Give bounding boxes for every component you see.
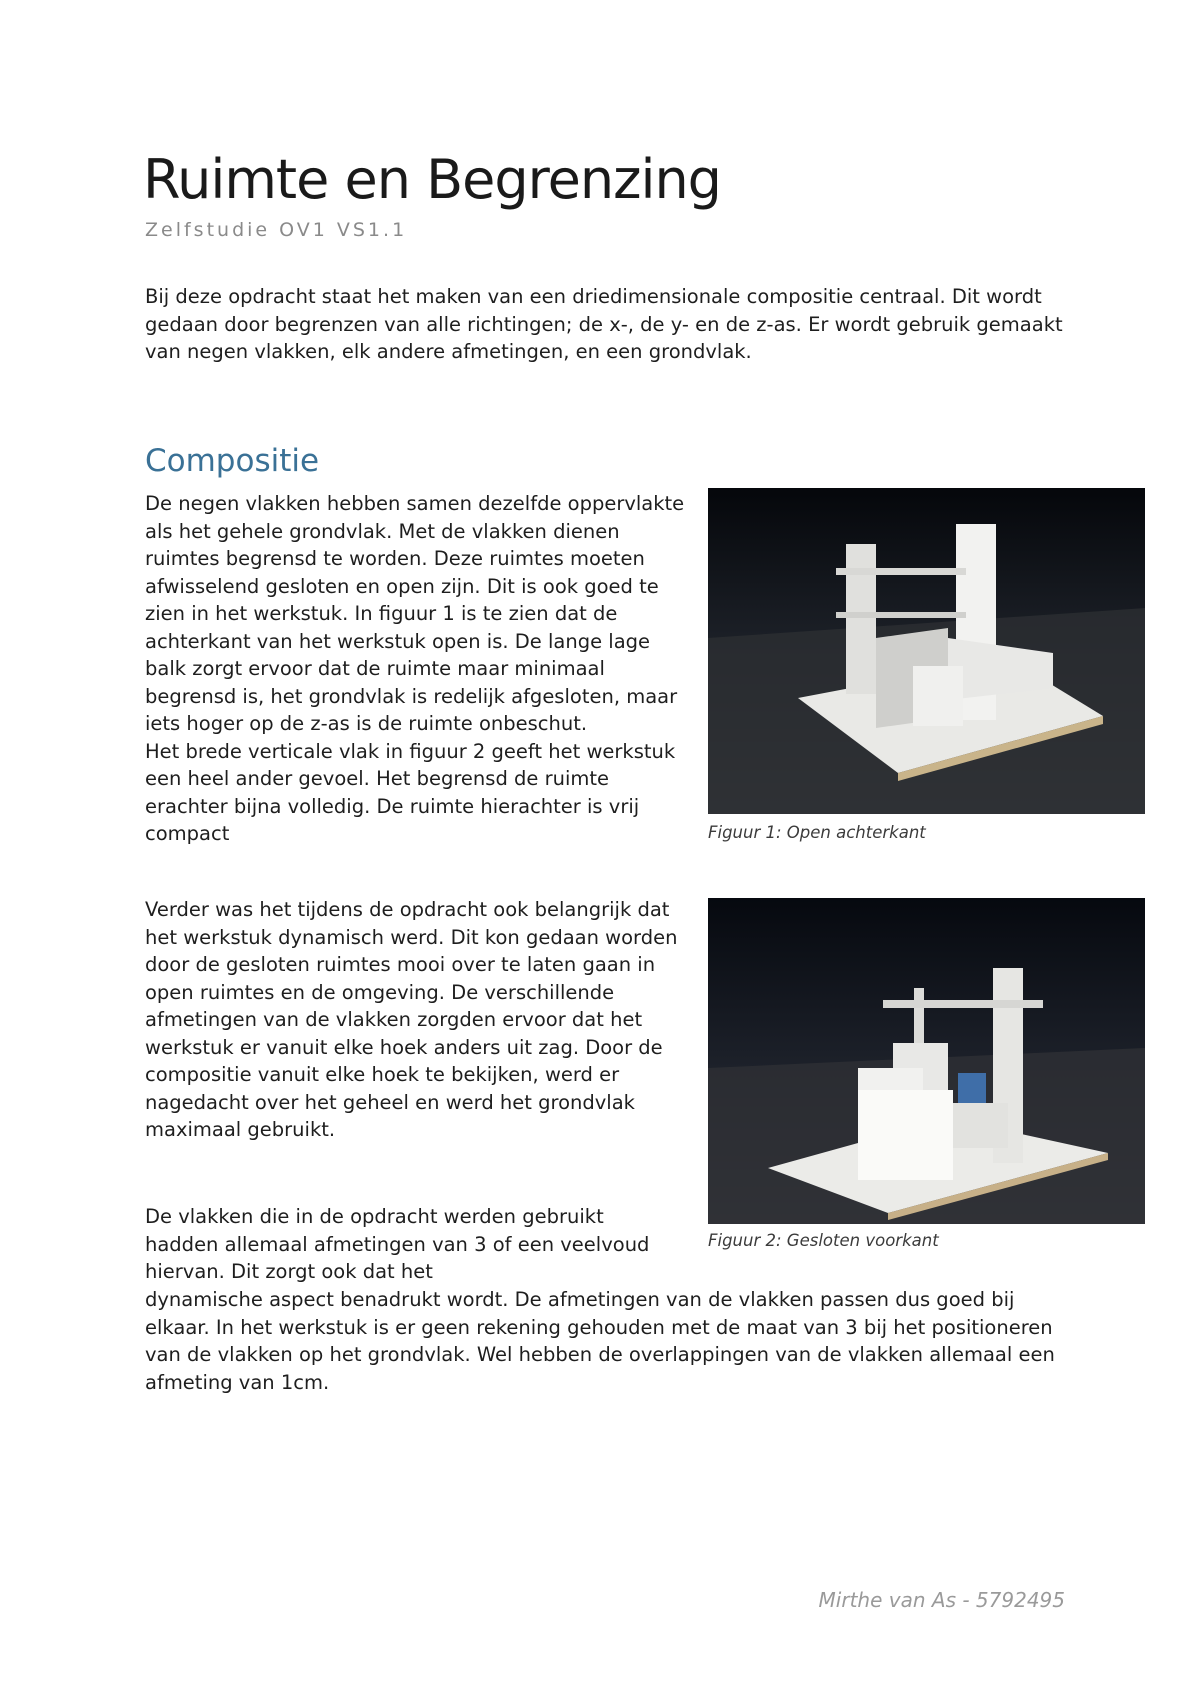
- intro-paragraph: Bij deze opdracht staat het maken van een driedimensionale compositie centraal. Dit wordt gedaan door begrenzen van alle richtingen; de x-, de y- en de z-as. Er wordt gebruik gemaakt van negen vlakken, elk andere afmetingen, en een grondvlak.: [145, 285, 1063, 363]
- paragraph-1b: Het brede verticale vlak in figuur 2 geeft het werkstuk een heel ander gevoel. Het begrensd de ruimte erachter bijna volledig. De ruimte hierachter is vrij compact: [145, 739, 676, 845]
- paragraph-2: Verder was het tijdens de opdracht ook belangrijk dat het werkstuk dynamisch werd. Dit kon gedaan worden door de gesloten ruimtes mooi over te laten gaan in open ruimtes en de omgeving. De verschillende afmetingen van de vlakken zorgden ervoor dat het werkstuk er vanuit elke hoek anders uit zag. Door de compositie vanuit elke hoek te bekijken, werd er nagedacht over het geheel en werd het grondvlak maximaal gebruikt.: [145, 898, 678, 1141]
- figure-2-caption: Figuur 2: Gesloten voorkant: [708, 1231, 939, 1250]
- section-text-block-2: [145, 896, 690, 1144]
- figure-1-photo: [708, 488, 1145, 814]
- section-heading: Compositie: [145, 443, 320, 479]
- page-title: Ruimte en Begrenzing: [143, 148, 721, 211]
- section-text-block-3: [145, 1203, 675, 1286]
- figure-2-illustration: [708, 898, 1145, 1224]
- paragraph-3a: De vlakken die in de opdracht werden gebruikt hadden allemaal afmetingen van 3 of een veelvoud hiervan. Dit zorgt ook dat het: [145, 1205, 650, 1283]
- figure-1-illustration: [708, 488, 1145, 814]
- footer-author: Mirthe van As - 5792495: [818, 1588, 1065, 1612]
- section-text-block-1: [145, 490, 690, 848]
- figure-1-caption: Figuur 1: Open achterkant: [708, 823, 926, 842]
- figure-2-photo: [708, 898, 1145, 1224]
- page-subtitle: Zelfstudie OV1 VS1.1: [145, 219, 408, 241]
- paragraph-3b: dynamische aspect benadrukt wordt. De afmetingen van de vlakken passen dus goed bij elkaar. In het werkstuk is er geen rekening gehouden met de maat van 3 bij het positioneren van de vlakken op het grondvlak. Wel hebben de overlappingen van de vlakken allemaal een afmeting van 1cm.: [145, 1288, 1055, 1394]
- paragraph-1: De negen vlakken hebben samen dezelfde oppervlakte als het gehele grondvlak. Met de vlakken dienen ruimtes begrensd te worden. Deze ruimtes moeten afwisselend gesloten en open zijn. Dit is ook goed te zien in het werkstuk. In figuur 1 is te zien dat de achterkant van het werkstuk open is. De lange lage balk zorgt ervoor dat de ruimte maar minimaal begrensd is, het grondvlak is redelijk afgesloten, maar iets hoger op de z-as is de ruimte onbeschut.: [145, 492, 685, 735]
- section-text-block-3b: [145, 1286, 1080, 1396]
